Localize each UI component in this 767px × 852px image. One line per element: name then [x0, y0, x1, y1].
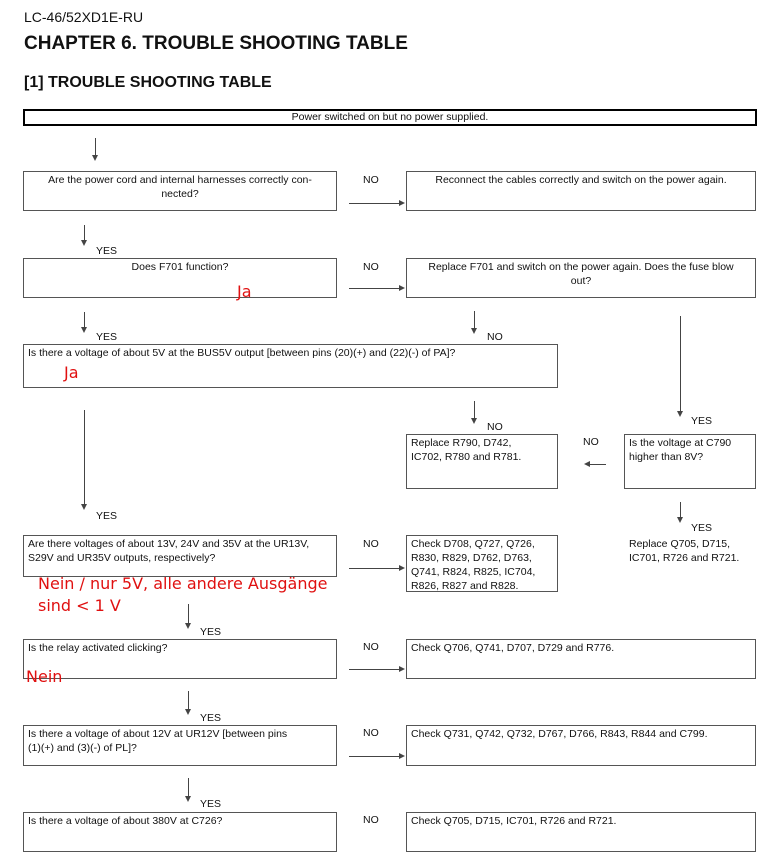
no-label: NO: [487, 421, 503, 433]
question-bus5v: Is there a voltage of about 5V at the BUS5V output [between pins (20)(+) and (22)(-) of PA]?: [23, 344, 558, 388]
arrow-line: [474, 401, 475, 419]
section-title: [1] TROUBLE SHOOTING TABLE: [24, 74, 272, 91]
arrow-line: [188, 691, 189, 710]
arrow-head: [471, 328, 477, 334]
arrow-line: [84, 312, 85, 328]
yes-label: YES: [691, 415, 713, 427]
question-relay: Is the relay activated clicking?: [23, 639, 337, 679]
no-label: NO: [363, 261, 379, 273]
yes-label: YES: [96, 510, 118, 522]
question-ur12v: Is there a voltage of about 12V at UR12V [between pins (1)(+) and (3)(-) of PL]?: [23, 725, 337, 766]
arrow-line: [590, 464, 606, 465]
annotation-nein-1-line-1: Nein / nur 5V, alle andere Ausgänge: [38, 574, 328, 593]
no-label: NO: [363, 814, 379, 826]
arrow-line: [188, 604, 189, 624]
arrow-head: [677, 517, 683, 523]
yes-label: YES: [200, 798, 222, 810]
arrow-line: [84, 225, 85, 241]
arrow-head: [399, 565, 405, 571]
yes-label: YES: [691, 522, 713, 534]
annotation-ja-1: Ja: [237, 282, 252, 301]
annotation-nein-1-line-2: sind < 1 V: [38, 596, 121, 615]
arrow-head: [399, 753, 405, 759]
arrow-head: [399, 666, 405, 672]
no-label: NO: [363, 641, 379, 653]
arrow-head: [185, 709, 191, 715]
arrow-head: [471, 418, 477, 424]
arrow-head: [81, 504, 87, 510]
yes-label: YES: [200, 712, 222, 724]
arrow-head: [399, 200, 405, 206]
model-number: LC-46/52XD1E-RU: [24, 9, 144, 25]
arrow-head: [92, 155, 98, 161]
arrow-line: [349, 669, 400, 670]
no-label: NO: [363, 174, 379, 186]
arrow-line: [680, 502, 681, 518]
no-label: NO: [363, 538, 379, 550]
arrow-line: [349, 568, 400, 569]
question-380v: Is there a voltage of about 380V at C726?: [23, 812, 337, 852]
arrow-head: [677, 411, 683, 417]
no-label: NO: [487, 331, 503, 343]
arrow-line: [474, 311, 475, 329]
action-check-q705: Check Q705, D715, IC701, R726 and R721.: [406, 812, 756, 852]
arrow-line: [349, 288, 400, 289]
start-box: Power switched on but no power supplied.: [23, 109, 757, 126]
yes-label: YES: [200, 626, 222, 638]
question-ur-voltages: Are there voltages of about 13V, 24V and 35V at the UR13V, S29V and UR35V outputs, respectively?: [23, 535, 337, 577]
action-replace-q705: Replace Q705, D715, IC701, R726 and R721.: [624, 535, 756, 592]
arrow-head: [399, 285, 405, 291]
action-check-d708: Check D708, Q727, Q726, R830, R829, D762, D763, Q741, R824, R825, IC704, R826, R827 and R828.: [406, 535, 558, 592]
yes-label: YES: [96, 245, 118, 257]
annotation-nein-2: Nein: [26, 667, 63, 686]
arrow-head: [185, 796, 191, 802]
arrow-line: [349, 203, 400, 204]
annotation-ja-2: Ja: [64, 363, 79, 382]
arrow-line: [680, 316, 681, 412]
question-c790-voltage: Is the voltage at C790 higher than 8V?: [624, 434, 756, 489]
no-label: NO: [583, 436, 599, 448]
arrow-head: [81, 240, 87, 246]
question-power-cord: Are the power cord and internal harnesses correctly con- nected?: [23, 171, 337, 211]
arrow-head: [584, 461, 590, 467]
arrow-line: [84, 410, 85, 505]
no-label: NO: [363, 727, 379, 739]
question-f701: Does F701 function?: [23, 258, 337, 298]
action-reconnect-cables: Reconnect the cables correctly and switch on the power again.: [406, 171, 756, 211]
action-check-q731: Check Q731, Q742, Q732, D767, D766, R843, R844 and C799.: [406, 725, 756, 766]
yes-label: YES: [96, 331, 118, 343]
chapter-title: CHAPTER 6. TROUBLE SHOOTING TABLE: [24, 33, 408, 54]
arrow-line: [188, 778, 189, 797]
arrow-line: [95, 138, 96, 156]
arrow-line: [349, 756, 400, 757]
action-check-q706: Check Q706, Q741, D707, D729 and R776.: [406, 639, 756, 679]
arrow-head: [81, 327, 87, 333]
action-replace-f701: Replace F701 and switch on the power again. Does the fuse blow out?: [406, 258, 756, 298]
arrow-head: [185, 623, 191, 629]
action-replace-r790: Replace R790, D742, IC702, R780 and R781.: [406, 434, 558, 489]
